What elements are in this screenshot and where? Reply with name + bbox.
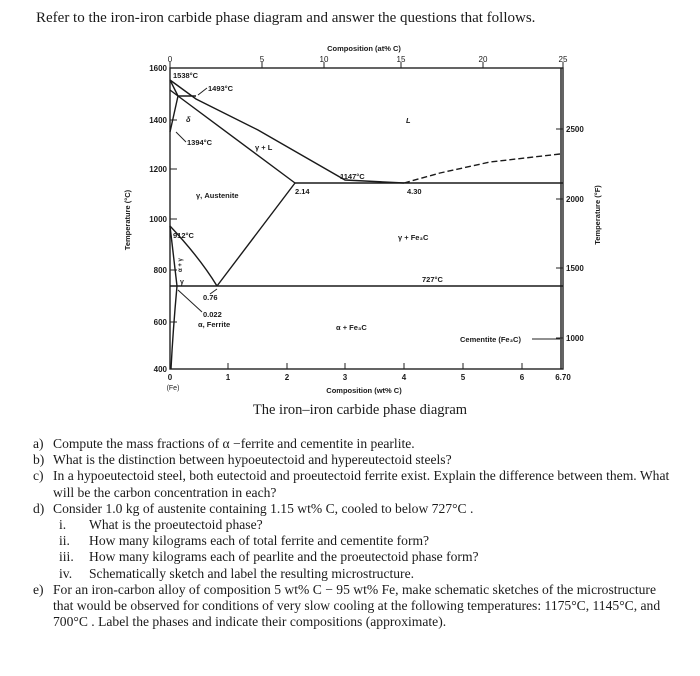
arrow-0022 [178, 290, 202, 312]
label-alpha-fe3c: α + Fe₃C [336, 323, 367, 332]
label-l: L [406, 116, 411, 125]
bottom-tick-2: 2 [284, 373, 290, 382]
question-list [33, 436, 673, 630]
label-gamma-fe3c: γ + Fe₃C [398, 233, 429, 242]
top-tick-10: 10 [319, 55, 329, 64]
question-d-ii-label: ii. [59, 533, 70, 549]
label-076: 0.76 [203, 293, 218, 302]
question-b-label: b) [33, 452, 45, 468]
question-d-iii [33, 549, 673, 565]
label-1493: 1493°C [208, 84, 234, 93]
top-tick-25: 25 [558, 55, 568, 64]
label-gamma-l: γ + L [255, 143, 273, 152]
question-d-label: d) [33, 500, 45, 516]
question-c [33, 468, 673, 500]
bottom-tick-6: 6 [519, 373, 525, 382]
question-d-i-text: What is the proeutectoid phase? [89, 517, 263, 533]
question-d-i [33, 517, 673, 533]
label-0022: 0.022 [203, 310, 222, 319]
bottom-tick-0: 0 [167, 373, 173, 382]
label-1394: 1394°C [187, 138, 213, 147]
question-d-i-label: i. [59, 517, 67, 533]
label-1147: 1147°C [340, 172, 365, 181]
diagram-caption: The iron–iron carbide phase diagram [252, 402, 468, 418]
label-ferrite: α, Ferrite [198, 320, 231, 329]
left-tick-800: 800 [153, 266, 167, 275]
question-e-text: For an iron-carbon alloy of composition 5 wt% C − 95 wt% Fe, make schematic sketches of the microstructure that would be observed for conditions of very slow cooling at the following temperatures: 1175°C, 1145°C, and 700°C . Label the phases and indicate their compositions (approximate). [53, 581, 661, 630]
intro-text: Refer to the iron-iron carbide phase diagram and answer the questions that follows. [36, 10, 536, 26]
label-austenite: γ, Austenite [196, 191, 239, 200]
label-cementite: Cementite (Fe₃C) [460, 335, 521, 344]
question-a [33, 436, 673, 452]
right-tick-1500: 1500 [566, 264, 584, 273]
label-delta: δ [186, 115, 191, 124]
left-tick-1400: 1400 [149, 116, 167, 125]
bottom-tick-5: 5 [460, 373, 466, 382]
bottom-tick-3: 3 [342, 373, 348, 382]
label-912: 912°C [173, 231, 194, 240]
phase-labels [173, 71, 560, 344]
question-c-text: In a hypoeutectoid steel, both eutectoid and proeutectoid ferrite exist. Explain the difference between them. What will be the carbon concentration in each? [53, 468, 670, 500]
right-tick-2000: 2000 [566, 195, 584, 204]
top-ticks [168, 55, 568, 68]
liquidus-right [404, 154, 560, 183]
question-d-iv-text: Schematically sketch and label the resulting microstructure. [89, 565, 415, 581]
bottom-tick-4: 4 [401, 373, 407, 382]
question-b [33, 452, 673, 468]
question-c-label: c) [33, 468, 44, 484]
arrow-1493 [198, 88, 207, 95]
left-tick-600: 600 [153, 318, 167, 327]
top-tick-0: 0 [167, 55, 173, 64]
right-ticks [556, 125, 584, 343]
left-axis-title: Temperature (°C) [123, 189, 132, 251]
left-ticks [149, 64, 177, 374]
top-axis-title: Composition (at% C) [327, 44, 401, 53]
right-tick-2500: 2500 [566, 125, 584, 134]
question-e-label: e) [33, 581, 44, 597]
right-axis-title: Temperature (°F) [593, 185, 602, 245]
question-d-iii-label: iii. [59, 549, 74, 565]
question-b-text: What is the distinction between hypoeutectoid and hypereutectoid steels? [53, 452, 452, 468]
question-a-label: a) [33, 436, 44, 451]
left-tick-400: 400 [153, 365, 167, 374]
question-d-ii-text: How many kilograms each of total ferrite and cementite form? [89, 533, 430, 549]
left-tick-1000: 1000 [149, 215, 167, 224]
alpha-solvus-2 [171, 286, 177, 369]
label-430: 4.30 [407, 187, 422, 196]
top-tick-5: 5 [259, 55, 265, 64]
arrow-1394 [176, 132, 186, 142]
liquidus-left [170, 80, 404, 183]
question-e [33, 582, 673, 631]
label-214: 2.14 [295, 187, 310, 196]
question-d-iv [33, 566, 673, 582]
bottom-axis-title: Composition (wt% C) [326, 386, 402, 395]
label-1538: 1538°C [173, 71, 199, 80]
question-d-iii-text: How many kilograms each of pearlite and the proeutectoid phase form? [89, 549, 479, 565]
label-alpha-gamma: α + γ [178, 258, 184, 272]
question-d-iv-label: iv. [59, 565, 73, 581]
top-tick-15: 15 [396, 55, 406, 64]
label-gamma-small: γ [180, 279, 184, 286]
label-727: 727°C [422, 275, 443, 284]
delta-gamma-2 [170, 96, 178, 132]
question-a-text: Compute the mass fractions of α −ferrite and cementite in pearlite. [53, 436, 415, 451]
bottom-tick-1: 1 [225, 373, 231, 382]
bottom-ticks [168, 363, 572, 382]
top-tick-20: 20 [478, 55, 488, 64]
left-tick-1200: 1200 [149, 165, 167, 174]
question-d [33, 501, 673, 517]
question-d-text: Consider 1.0 kg of austenite containing 1.15 wt% C, cooled to below 727°C . [53, 500, 474, 516]
bottom-tick-6-70: 6.70 [555, 373, 571, 382]
question-d-ii [33, 533, 673, 549]
right-tick-1000: 1000 [566, 334, 584, 343]
left-tick-1600: 1600 [149, 64, 167, 73]
bottom-sub-fe: (Fe) [166, 385, 180, 392]
